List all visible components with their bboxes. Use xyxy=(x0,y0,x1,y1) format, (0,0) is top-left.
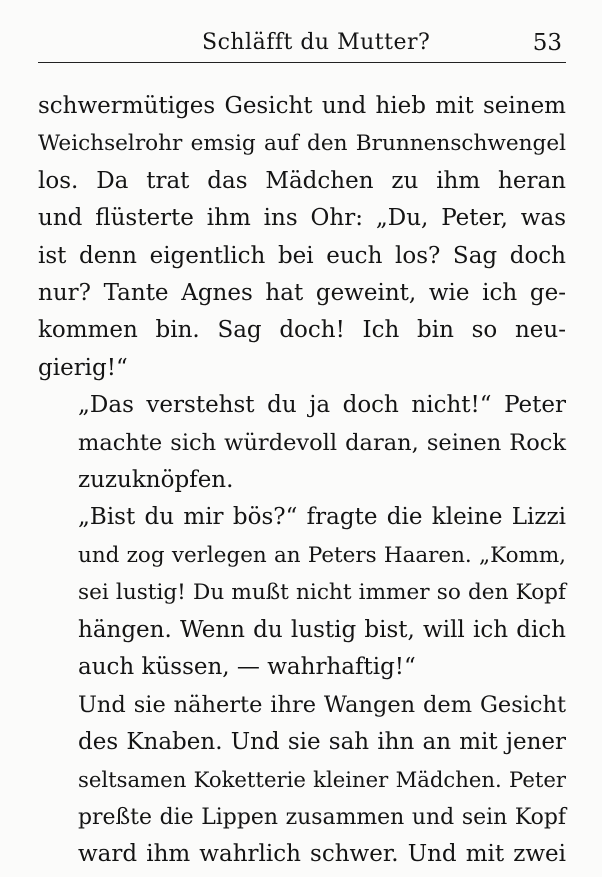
text-line: auch küssen, — wahrhaftig!“ xyxy=(78,654,416,681)
body-text xyxy=(38,88,566,874)
text-line: hängen. Wenn du lustig bist, will ich dich xyxy=(78,616,566,643)
text-line: und zog verlegen an Peters Haaren. „Komm, xyxy=(78,542,566,568)
paragraph xyxy=(38,687,566,874)
text-line: des Knaben. Und sie sah ihn an mit jener xyxy=(78,728,566,755)
text-line: seltsamen Koketterie kleiner Mädchen. Peter xyxy=(78,767,566,793)
text-line: preßte die Lippen zusammen und sein Kopf xyxy=(78,804,566,830)
text-line: Weichselrohr emsig auf den Brunnenschwengel xyxy=(38,131,566,157)
text-line: zuzuknöpfen. xyxy=(78,467,234,494)
text-line: „Das verstehst du ja doch nicht!“ Peter xyxy=(78,392,566,419)
text-line: los. Da trat das Mädchen zu ihm heran xyxy=(38,167,566,194)
text-line: ist denn eigentlich bei euch los? Sag doch xyxy=(38,242,566,269)
text-line: und flüsterte ihm ins Ohr: „Du, Peter, was xyxy=(38,205,566,232)
text-line: machte sich würdevoll daran, seinen Rock xyxy=(78,429,566,456)
text-line: schwermütiges Gesicht und hieb mit seinem xyxy=(38,93,566,119)
page-number: 53 xyxy=(532,30,562,56)
paragraph xyxy=(38,387,566,499)
paragraph xyxy=(38,499,566,686)
text-line: gierig!“ xyxy=(38,354,128,381)
text-line: „Bist du mir bös?“ fragte die kleine Lizzi xyxy=(78,504,566,531)
text-line: nur? Tante Agnes hat geweint, wie ich ge- xyxy=(38,280,566,307)
paragraph xyxy=(38,88,566,387)
text-line: Und sie näherte ihre Wangen dem Gesicht xyxy=(78,691,566,718)
running-title: Schläfft du Mutter? xyxy=(202,30,431,55)
text-line: kommen bin. Sag doch! Ich bin so neu- xyxy=(38,317,566,344)
page-header xyxy=(38,28,566,63)
text-line: sei lustig! Du mußt nicht immer so den Kopf xyxy=(78,580,566,606)
text-line: ward ihm wahrlich schwer. Und mit zwei xyxy=(78,841,566,868)
